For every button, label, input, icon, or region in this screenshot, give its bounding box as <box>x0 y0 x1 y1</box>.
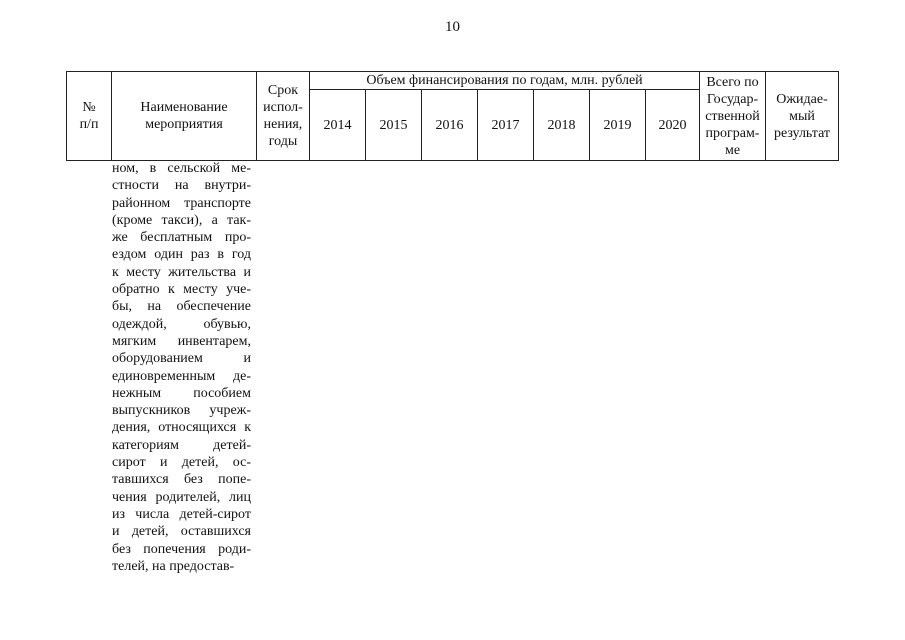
activity-description-line: телей, на предостав- <box>112 558 235 574</box>
activity-description-line: сирот и детей, ос- <box>112 455 251 471</box>
header-year: 2017 <box>478 90 534 161</box>
activity-description-line: одеждой, обувью, <box>112 316 251 332</box>
header-expected-result <box>766 72 839 161</box>
header-expected-result-line: мый <box>789 108 815 124</box>
header-activity-name-line: Наименование <box>140 100 228 115</box>
activity-description-line: к месту жительства и <box>112 264 251 280</box>
activity-description-line: стности на внутри- <box>112 178 251 194</box>
header-term-line: нения, <box>263 117 303 132</box>
activity-description-line: из числа детей-сирот <box>112 506 251 522</box>
header-year: 2016 <box>422 90 478 161</box>
activity-description-line: дения, относящихся к <box>112 420 251 436</box>
activity-description-continued <box>112 160 251 575</box>
header-year: 2018 <box>534 90 590 161</box>
activity-description-line: бы, на обеспечение <box>112 299 251 315</box>
header-number-line: № <box>82 100 96 115</box>
header-year: 2020 <box>646 90 700 161</box>
activity-description-line: же бесплатным про- <box>112 230 251 246</box>
activity-description-line: и детей, оставшихся <box>112 524 251 540</box>
header-term <box>257 72 310 161</box>
header-year: 2014 <box>310 90 366 161</box>
header-financing-title: Объем финансирования по годам, млн. рублей <box>310 72 700 90</box>
header-total <box>700 72 766 161</box>
header-number-line: п/п <box>79 117 99 132</box>
activity-description-line: ездом один раз в год <box>112 247 251 263</box>
activity-description-line: обратно к месту уче- <box>112 282 251 298</box>
activity-description-line: нежным пособием <box>112 385 251 401</box>
page-number: 10 <box>445 19 460 35</box>
activity-description-line: без попечения роди- <box>112 541 251 557</box>
header-total-line: програм- <box>705 125 760 141</box>
header-total-line: ственной <box>705 108 760 124</box>
financing-table-header <box>66 71 839 161</box>
header-activity-name <box>112 72 257 161</box>
activity-description-line: ном, в сельской ме- <box>112 161 251 176</box>
activity-description-line: оборудованием и <box>112 351 251 367</box>
header-year: 2019 <box>590 90 646 161</box>
header-total-line: Государ- <box>706 91 759 107</box>
activity-description-line: выпускников учреж- <box>112 403 251 419</box>
activity-description-line: единовременным де- <box>112 368 251 384</box>
header-total-line: ме <box>724 142 741 158</box>
activity-description-line: категориям детей- <box>112 437 251 453</box>
header-term-line: Срок <box>267 83 299 98</box>
header-term-line: испол- <box>263 100 303 115</box>
activity-description-line: чения родителей, лиц <box>112 489 251 505</box>
header-term-line: годы <box>268 134 298 149</box>
header-year: 2015 <box>366 90 422 161</box>
header-activity-name-line: мероприятия <box>145 117 223 132</box>
header-number <box>67 72 112 161</box>
header-total-line: Всего по <box>706 74 759 90</box>
header-expected-result-line: результат <box>773 125 831 141</box>
activity-description-line: тавшихся без попе- <box>112 472 251 488</box>
header-expected-result-line: Ожидае- <box>776 91 828 107</box>
activity-description-line: районном транспорте <box>112 195 251 211</box>
activity-description-line: (кроме такси), а так- <box>112 212 251 228</box>
activity-description-line: мягким инвентарем, <box>112 333 251 349</box>
